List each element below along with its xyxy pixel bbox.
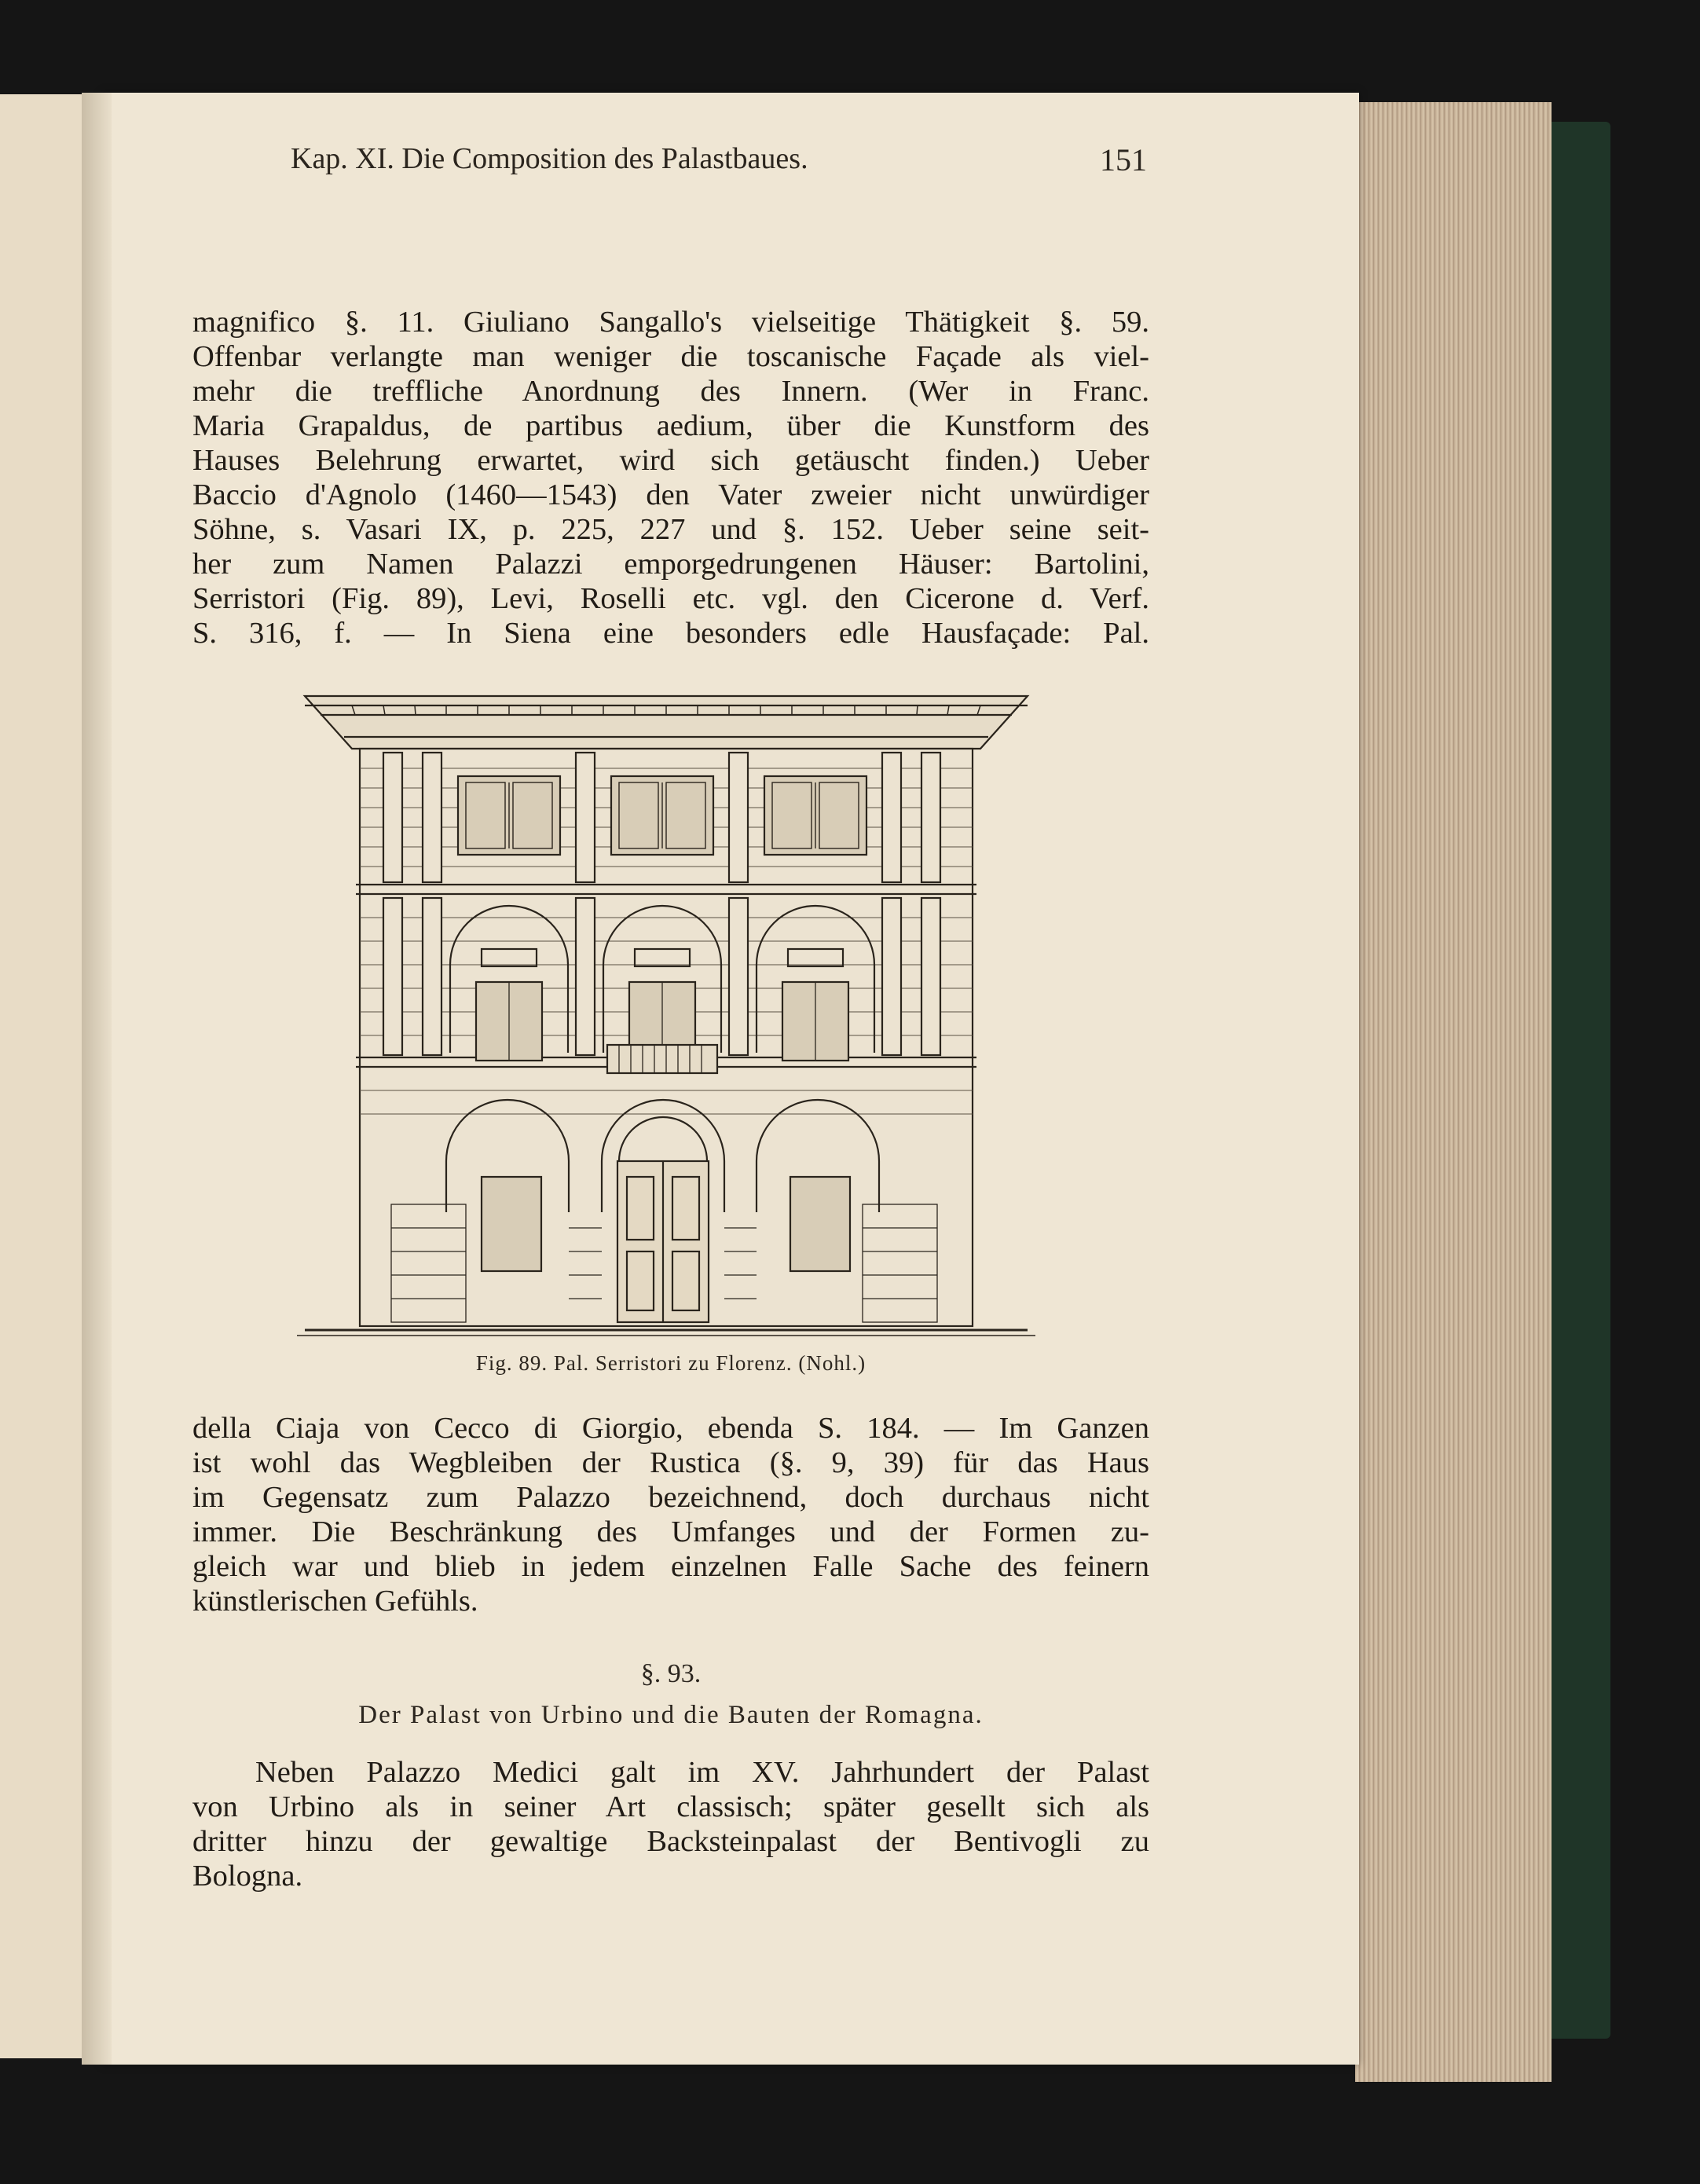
- text-line: künstlerischen Gefühls.: [192, 1585, 478, 1618]
- paragraph-3: [192, 1755, 1149, 1893]
- text-line: immer. Die Beschränkung des Umfanges und der Formen zu-: [192, 1515, 1149, 1548]
- text-line: Bologna.: [192, 1860, 303, 1893]
- text-line: Hauses Belehrung erwartet, wird sich getäuscht finden.) Ueber: [192, 444, 1149, 477]
- gutter: [82, 93, 112, 2065]
- text-line: Söhne, s. Vasari IX, p. 225, 227 und §. 152. Ueber seine seit-: [192, 513, 1149, 546]
- text-line: Neben Palazzo Medici galt im XV. Jahrhundert der Palast: [255, 1756, 1149, 1789]
- text-line: Offenbar verlangte man weniger die toscanische Façade als viel-: [192, 340, 1149, 373]
- paragraph-1: [192, 305, 1149, 650]
- page-number: 151: [1100, 142, 1147, 178]
- text-line: von Urbino als in seiner Art classisch; später gesellt sich als: [192, 1790, 1149, 1823]
- palace-facade-engraving: [297, 690, 1035, 1346]
- text-line: Baccio d'Agnolo (1460—1543) den Vater zweier nicht unwürdiger: [192, 478, 1149, 511]
- text-line: Maria Grapaldus, de partibus aedium, über die Kunstform des: [192, 409, 1149, 442]
- figure-caption: Fig. 89. Pal. Serristori zu Florenz. (Nohl.): [475, 1351, 866, 1375]
- text-line: Serristori (Fig. 89), Levi, Roselli etc. vgl. den Cicerone d. Verf.: [192, 582, 1149, 615]
- running-head-title: Kap. XI. Die Composition des Palastbaues.: [291, 142, 808, 175]
- paragraph-2: [192, 1411, 1149, 1618]
- page-edges: [1355, 102, 1552, 2082]
- running-head: [291, 141, 1147, 204]
- text-line: gleich war und blieb in jedem einzelnen Falle Sache des feinern: [192, 1550, 1149, 1583]
- text-line: S. 316, f. — In Siena eine besonders edle Hausfaçade: Pal.: [192, 617, 1149, 650]
- section-title: Der Palast von Urbino und die Bauten der Romagna.: [358, 1701, 984, 1729]
- text-line: mehr die treffliche Anordnung des Innern. (Wer in Franc.: [192, 375, 1149, 408]
- section-number: §. 93.: [640, 1659, 702, 1688]
- text-line: ist wohl das Wegbleiben der Rustica (§. 9, 39) für das Haus: [192, 1446, 1149, 1479]
- text-line: im Gegensatz zum Palazzo bezeichnend, doch durchaus nicht: [192, 1481, 1149, 1514]
- text-line: her zum Namen Palazzi emporgedrungenen Häuser: Bartolini,: [192, 548, 1149, 581]
- left-page: [0, 94, 88, 2058]
- text-line: magnifico §. 11. Giuliano Sangallo's vielseitige Thätigkeit §. 59.: [192, 306, 1149, 339]
- text-line: della Ciaja von Cecco di Giorgio, ebenda S. 184. — Im Ganzen: [192, 1412, 1149, 1445]
- text-line: dritter hinzu der gewaltige Backsteinpalast der Bentivogli zu: [192, 1825, 1149, 1858]
